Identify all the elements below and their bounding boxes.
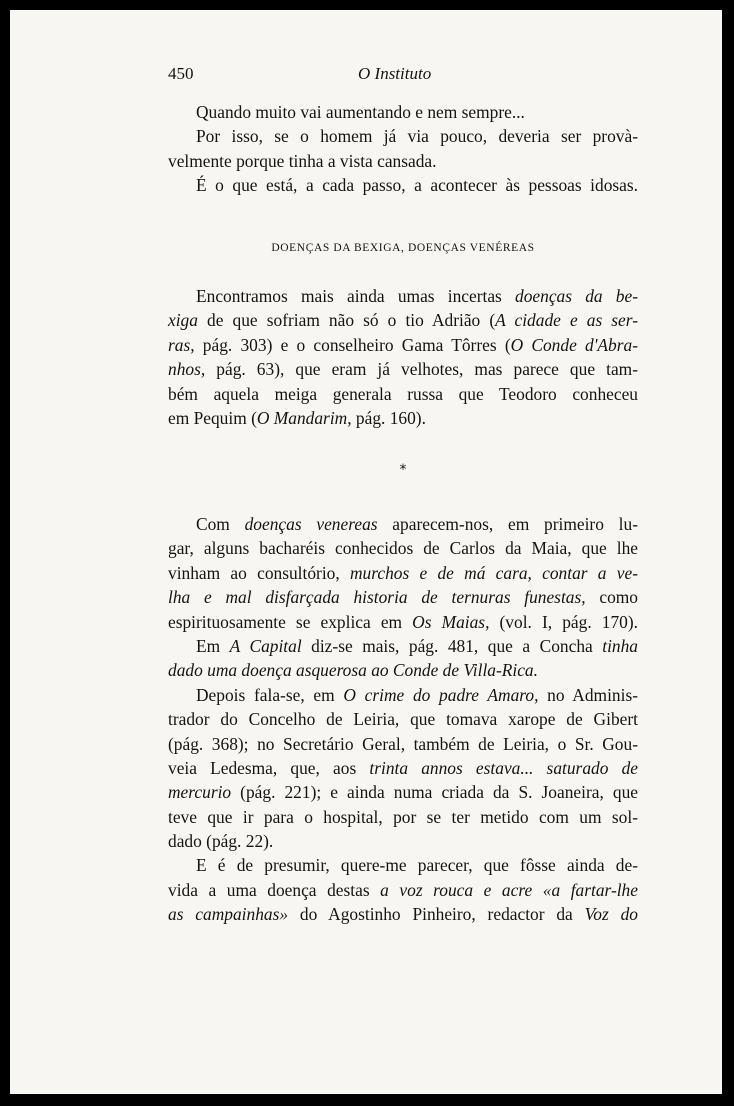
text-line: (pág. 368); no Secretário Geral, também de Leiria, o Sr. Gou-: [168, 733, 638, 754]
text-line: mercurio (pág. 221); e ainda numa criada da S. Joaneira, que: [168, 782, 638, 803]
running-title: O Instituto: [358, 64, 432, 83]
text-line: ras, pág. 303) e o conselheiro Gama Tôrres (O Conde d'Abra-: [168, 334, 638, 355]
text-line: bém aquela meiga generala russa que Teodoro conheceu: [168, 383, 638, 404]
text-line: espirituosamente se explica em Os Maias, (vol. I, pág. 170).: [168, 611, 638, 632]
text-line: Depois fala-se, em O crime do padre Amaro, no Adminis-: [196, 684, 639, 705]
section-heading: DOENÇAS DA BEXIGA, DOENÇAS VENÉREAS: [271, 242, 535, 254]
text-line: É o que está, a cada passo, a acontecer às pessoas idosas.: [196, 175, 638, 196]
text-line: em Pequim (O Mandarim, pág. 160).: [168, 407, 426, 428]
text-line: vida a uma doença destas a voz rouca e acre «a fartar-lhe: [168, 879, 638, 900]
paragraph-block-2: [168, 284, 638, 430]
text-line: gar, alguns bacharéis conhecidos de Carlos da Maia, que lhe: [168, 538, 638, 559]
text-line: xiga de que sofriam não só o tio Adrião (A cidade e as ser-: [168, 310, 638, 331]
text-line: Em A Capital diz-se mais, pág. 481, que a Concha tinha: [196, 635, 638, 656]
text-line: vinham ao consultório, murchos e de má cara, contar a ve-: [168, 562, 638, 583]
running-header: [168, 64, 638, 88]
text-line: Quando muito vai aumentando e nem sempre...: [196, 102, 525, 122]
text-line: dado uma doença asquerosa ao Conde de Villa-Rica.: [168, 660, 538, 681]
text-line: trador do Concelho de Leiria, que tomava xarope de Gibert: [168, 709, 638, 730]
text-line: E é de presumir, quere-me parecer, que fôsse ainda de-: [196, 855, 638, 876]
text-line: dado (pág. 22).: [168, 831, 274, 852]
text-line: Por isso, se o homem já via pouco, deveria ser provà-: [196, 126, 638, 147]
paragraph-block-3: [168, 512, 638, 927]
text-line: Encontramos mais ainda umas incertas doenças da be-: [196, 286, 638, 306]
text-line: velmente porque tinha a vista cansada.: [168, 150, 437, 171]
text-line: nhos, pág. 63), que eram já velhotes, mas parece que tam-: [168, 359, 638, 380]
text-line: veia Ledesma, que, aos trinta annos estava... saturado de: [168, 757, 638, 778]
text-line: lha e mal disfarçada historia de ternuras funestas, como: [168, 587, 638, 608]
text-line: Com doenças venereas aparecem-nos, em primeiro lu-: [196, 514, 638, 534]
page-number: 450: [168, 64, 194, 83]
text-line: teve que ir para o hospital, por se ter metido com um sol-: [168, 806, 638, 827]
section-separator: *: [399, 462, 407, 478]
text-line: as campainhas» do Agostinho Pinheiro, redactor da Voz do: [168, 904, 638, 925]
paragraph-block-1: [168, 100, 638, 198]
